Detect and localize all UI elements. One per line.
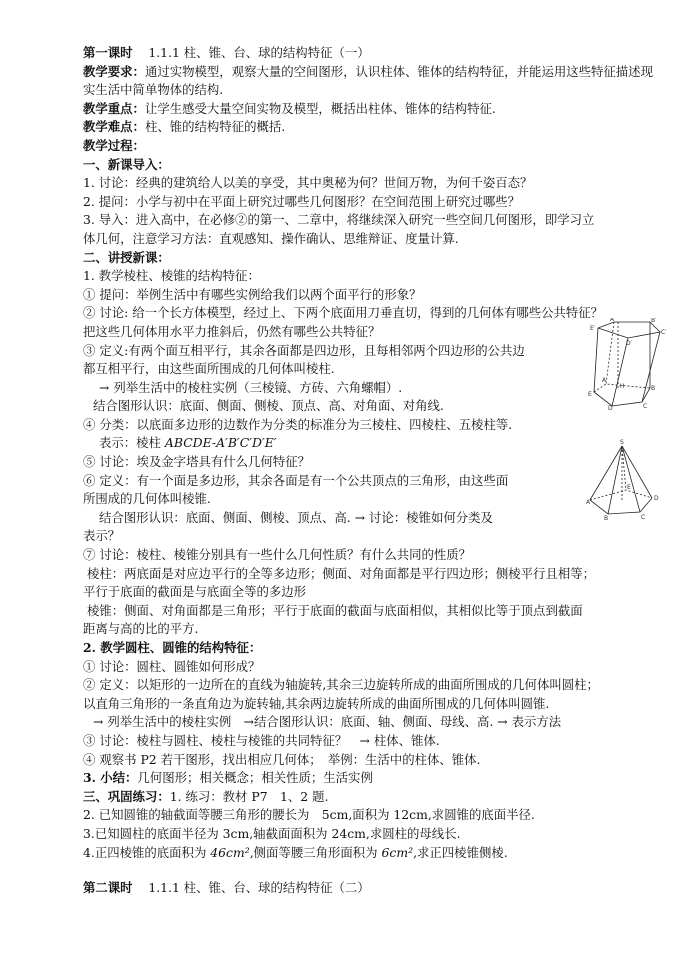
prism-figure: [588, 318, 668, 410]
prism-label-6: E: [588, 391, 592, 398]
prism-label-7: A: [602, 377, 607, 384]
lecture-item-6c: 结合图形认识：底面、侧面、侧棱、顶点、高. → 讨论：棱锥如何分类及: [99, 509, 493, 525]
cylinder-item-2c: → 列举生活中的棱柱实例 →结合图形认识：底面、轴、侧面、母线、高. → 表示方法: [93, 714, 562, 730]
practice-heading-line: 三、巩固练习：1. 练习：教材 P7 1、2 题.: [83, 788, 329, 804]
lecture-item-6d: 表示？: [83, 528, 121, 544]
lecture-item-5: ⑤ 讨论：埃及金字塔具有什么几何特征？: [83, 454, 310, 470]
pyramid-label-s: S: [620, 439, 624, 446]
lecture-sub-2: 2. 教学圆柱、圆锥的结构特征：: [83, 640, 262, 655]
section-heading-intro: 一、新课导入：: [83, 156, 170, 172]
intro-item-2: 2. 提问：小学与初中在平面上研究过哪些几何图形？在空间范围上研究过哪些？: [83, 193, 521, 209]
cylinder-item-4: ④ 观察书 P2 若干图形，找出相应几何体； 举例：生活中的柱体、锥体.: [83, 751, 481, 767]
lecture-item-4: ④ 分类：以底面多边形的边数作为分类的标准分为三棱柱、四棱柱、五棱柱等.: [83, 416, 513, 432]
lecture-item-3d: 结合图形认识：底面、侧面、侧棱、顶点、高、对角面、对角线.: [93, 398, 444, 414]
prism-label-9: C: [643, 403, 648, 410]
section-heading-lecture: 二、讲授新课：: [83, 249, 170, 265]
lecture-item-3a: ③ 定义:有两个面互相平行，其余各面都是四边形，且每相邻两个四边形的公共边: [83, 342, 525, 358]
lecture-item-3c: → 列举生活中的棱柱实例（三棱镜、方砖、六角螺帽）.: [99, 379, 403, 395]
lecture-item-6a: ⑥ 定义：有一个面是多边形，其余各面是有一个公共顶点的三角形，由这些面: [83, 472, 509, 488]
lecture-item-4b: 表示：棱柱 ABCDE-A′B′C′D′E′: [99, 435, 277, 451]
prism-label-8: B: [651, 385, 656, 392]
pyramid-label-c: C: [641, 514, 646, 520]
practice-item-2: 2. 已知圆锥的轴截面等腰三角形的腰长为 5cm,面积为 12cm,求圆锥的底面半径.: [83, 807, 535, 823]
practice-item-4: 4.正四棱锥的底面积为 46cm²,侧面等腰三角形面积为 6cm²,求正四棱锥侧棱.: [83, 844, 508, 860]
pyramid-label-e: E: [627, 484, 631, 491]
prism-label-2: A′: [610, 318, 616, 323]
prism-label-3: B′: [651, 318, 657, 324]
teaching-requirements: 教学要求：通过实物模型，观察大量的空间图形，认识柱体、锥体的结构特征，并能运用这些特征描述现实生活中简单物体的结构.: [83, 63, 653, 98]
cylinder-item-3: ③ 讨论：棱柱与圆柱、棱柱与棱锥的共同特征？ → 柱体、锥体.: [83, 732, 440, 748]
lecture-sub-1: 1. 教学棱柱、棱锥的结构特征：: [83, 268, 260, 284]
cylinder-item-2a: ② 定义：以矩形的一边所在的直线为轴旋转,其余三边旋转所成的曲面所围成的几何体叫圆柱；: [83, 677, 599, 693]
cylinder-item-1: ① 讨论：圆柱、圆锥如何形成？: [83, 658, 261, 674]
intro-item-3a: 3. 导入：进入高中，在必修②的第一、二章中，将继续深入研究一些空间几何图形，即学习立: [83, 212, 595, 228]
lecture-item-7d: 棱锥：侧面、对角面都是三角形；平行于底面的截面与底面相似，其相似比等于顶点到截面: [87, 602, 583, 618]
practice-item-3: 3.已知圆柱的底面半径为 3cm,轴截面面积为 24cm,求圆柱的母线长.: [83, 825, 461, 841]
lecture-item-7e: 距离与高的比的平方.: [83, 621, 199, 637]
lecture-item-2a: ② 讨论: 给一个长方体模型，经过上、下两个底面用刀垂直切，得到的几何体有哪些公共特征？: [83, 305, 604, 321]
prism-label-5: D′: [626, 340, 632, 347]
intro-item-3b: 体几何，注意学习方法：直观感知、操作确认、思维辩证、度量计算.: [83, 230, 459, 246]
lecture-sub-3: 3. 小结：几何图形；相关概念；相关性质；生活实例: [83, 770, 373, 786]
teaching-process-label: 教学过程：: [83, 137, 145, 153]
lecture-item-2b: 把这些几何体用水平力推斜后，仍然有哪些公共特征？: [83, 323, 381, 339]
pyramid-label-d: D: [654, 495, 659, 502]
cylinder-item-2b: 以直角三角形的一条直角边为旋转轴,其余两边旋转所成的曲面所围成的几何体叫圆锥.: [83, 695, 550, 711]
pyramid-diagram: [586, 438, 662, 520]
lesson1-title: 第一课时 1.1.1 柱、锥、台、球的结构特征（一）: [83, 45, 370, 60]
prism-label-11: H: [620, 383, 625, 390]
prism-label-1: E′: [590, 325, 596, 332]
prism-label-4: C′: [661, 329, 667, 336]
lecture-item-7c: 平行于底面的截面是与底面全等的多边形: [83, 584, 307, 600]
lecture-item-6b: 所围成的几何体叫棱锥.: [83, 491, 211, 507]
pyramid-figure: [586, 438, 662, 520]
document-page: [83, 44, 663, 898]
pyramid-label-b: B: [604, 515, 609, 520]
intro-item-1: 1. 讨论：经典的建筑给人以美的享受，其中奥秘为何？世间万物，为何千姿百态？: [83, 175, 533, 191]
prism-diagram: [588, 318, 668, 410]
prism-label-10: D: [608, 405, 613, 410]
lecture-item-7b: 棱柱：两底面是对应边平行的全等多边形；侧面、对角面都是平行四边形；侧棱平行且相等；: [87, 565, 596, 581]
pyramid-label-a: A: [586, 499, 591, 506]
lecture-item-3b: 都互相平行，由这些面所围成的几何体叫棱柱.: [83, 361, 335, 377]
lecture-item-1: ① 提问：举例生活中有哪些实例给我们以两个面平行的形象？: [83, 286, 422, 302]
teaching-difficulties: 教学难点：柱、锥的结构特征的概括.: [83, 119, 286, 135]
lecture-item-7: ⑦ 讨论：棱柱、棱锥分别具有一些什么几何性质？有什么共同的性质？: [83, 547, 472, 563]
lesson2-title: 第二课时 1.1.1 柱、锥、台、球的结构特征（二）: [83, 880, 370, 896]
teaching-key-points: 教学重点：让学生感受大量空间实物及模型，概括出柱体、锥体的结构特征.: [83, 100, 496, 116]
